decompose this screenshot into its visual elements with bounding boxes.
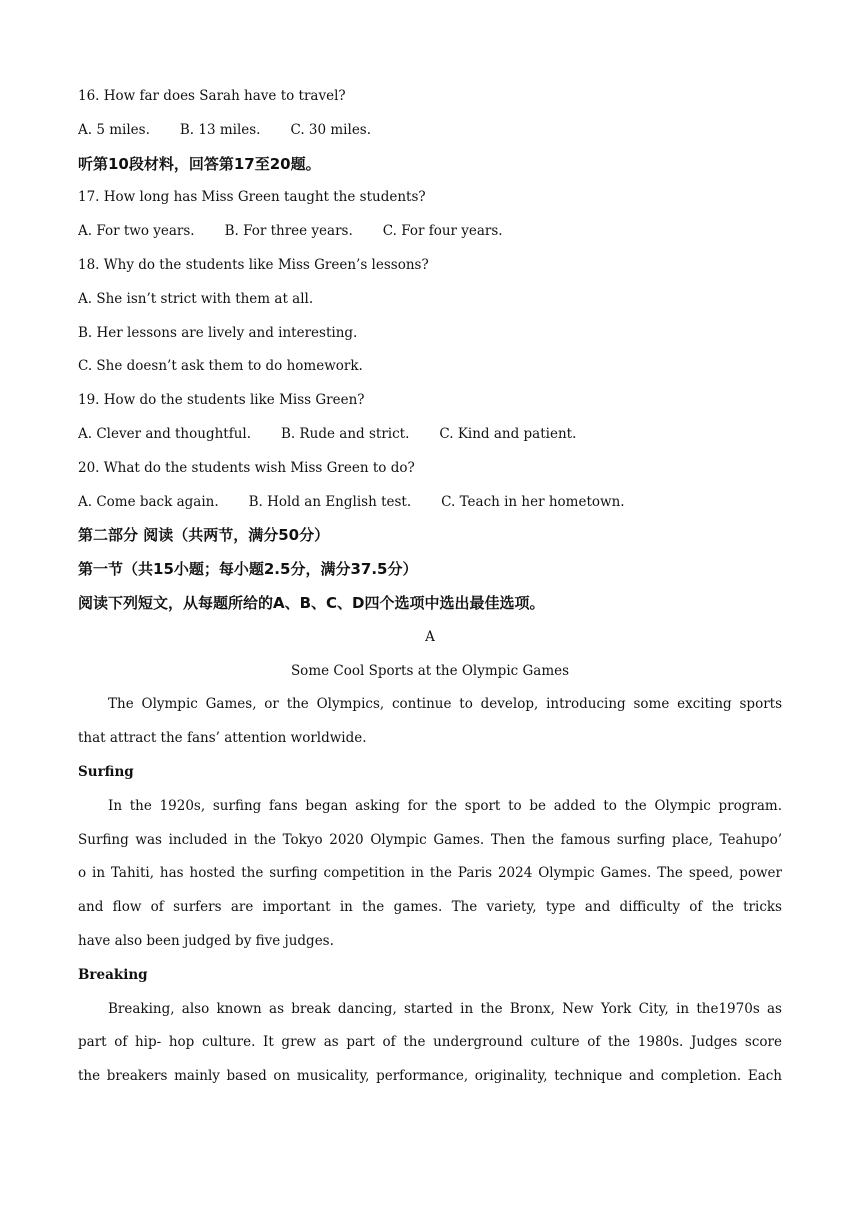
option-16-a: A. 5 miles. bbox=[78, 121, 150, 138]
breaking-line: part of hip- hop culture. It grew as part of the underground culture of the 1980s. Judges score bbox=[78, 1034, 782, 1051]
reading-instruction: 阅读下列短文，从每题所给的A、B、C、D四个选项中选出最佳选项。 bbox=[78, 593, 545, 612]
question-19-options bbox=[78, 418, 782, 452]
passage-letter: A bbox=[425, 628, 435, 645]
question-19: 19. How do the students like Miss Green? bbox=[78, 392, 365, 409]
option-20-a: A. Come back again. bbox=[78, 493, 219, 510]
option-19-b: B. Rude and strict. bbox=[281, 425, 410, 442]
question-20: 20. What do the students wish Miss Green to do? bbox=[78, 459, 415, 476]
surfing-line: o in Tahiti, has hosted the surfing competition in the Paris 2024 Olympic Games. The speed, power bbox=[78, 865, 782, 882]
passage-title: Some Cool Sports at the Olympic Games bbox=[290, 662, 570, 679]
part-2-title: 第二部分 阅读（共两节，满分50分） bbox=[78, 526, 330, 545]
breaking-heading: Breaking bbox=[78, 966, 148, 983]
breaking-line: the breakers mainly based on musicality, performance, originality, technique and completion. Each bbox=[78, 1068, 782, 1085]
surfing-line: In the 1920s, surfing fans began asking for the sport to be added to the Olympic program. bbox=[108, 797, 782, 814]
listening-instruction-10: 听第10段材料，回答第17至20题。 bbox=[78, 154, 321, 173]
surfing-line: and flow of surfers are important in the games. The variety, type and difficulty of the tricks bbox=[78, 899, 782, 916]
question-16: 16. How far does Sarah have to travel? bbox=[78, 88, 346, 104]
option-18-b: B. Her lessons are lively and interesting. bbox=[78, 324, 358, 341]
option-17-b: B. For three years. bbox=[224, 223, 353, 240]
option-19-a: A. Clever and thoughtful. bbox=[78, 425, 252, 442]
question-17-options bbox=[78, 215, 782, 249]
option-17-c: C. For four years. bbox=[382, 223, 503, 240]
breaking-line: Breaking, also known as break dancing, started in the Bronx, New York City, in the1970s as bbox=[108, 1000, 782, 1017]
section-1-title: 第一节（共15小题；每小题2.5分，满分37.5分） bbox=[78, 560, 418, 579]
option-16-c: C. 30 miles. bbox=[290, 121, 372, 138]
option-18-c: C. She doesn’t ask them to do homework. bbox=[78, 358, 363, 375]
breaking-paragraph bbox=[78, 993, 782, 1094]
option-19-c: C. Kind and patient. bbox=[439, 425, 577, 442]
option-17-a: A. For two years. bbox=[78, 223, 195, 240]
surfing-line: Surfing was included in the Tokyo 2020 Olympic Games. Then the famous surfing place, Teahupo’ bbox=[78, 831, 782, 848]
question-16-options bbox=[78, 114, 782, 148]
intro-line: that attract the fans’ attention worldwide. bbox=[78, 730, 367, 747]
option-16-b: B. 13 miles. bbox=[179, 121, 261, 138]
question-17: 17. How long has Miss Green taught the students? bbox=[78, 189, 426, 206]
intro-paragraph bbox=[78, 688, 782, 756]
option-18-a: A. She isn’t strict with them at all. bbox=[78, 290, 314, 307]
intro-line: The Olympic Games, or the Olympics, continue to develop, introducing some exciting sports bbox=[108, 696, 782, 713]
surfing-paragraph bbox=[78, 790, 782, 959]
document-page bbox=[78, 80, 782, 1094]
option-20-c: C. Teach in her hometown. bbox=[441, 493, 625, 510]
option-20-b: B. Hold an English test. bbox=[248, 493, 412, 510]
surfing-line: have also been judged by five judges. bbox=[78, 932, 334, 949]
question-18: 18. Why do the students like Miss Green’s lessons? bbox=[78, 256, 429, 273]
surfing-heading: Surfing bbox=[78, 763, 134, 780]
question-20-options bbox=[78, 486, 782, 520]
